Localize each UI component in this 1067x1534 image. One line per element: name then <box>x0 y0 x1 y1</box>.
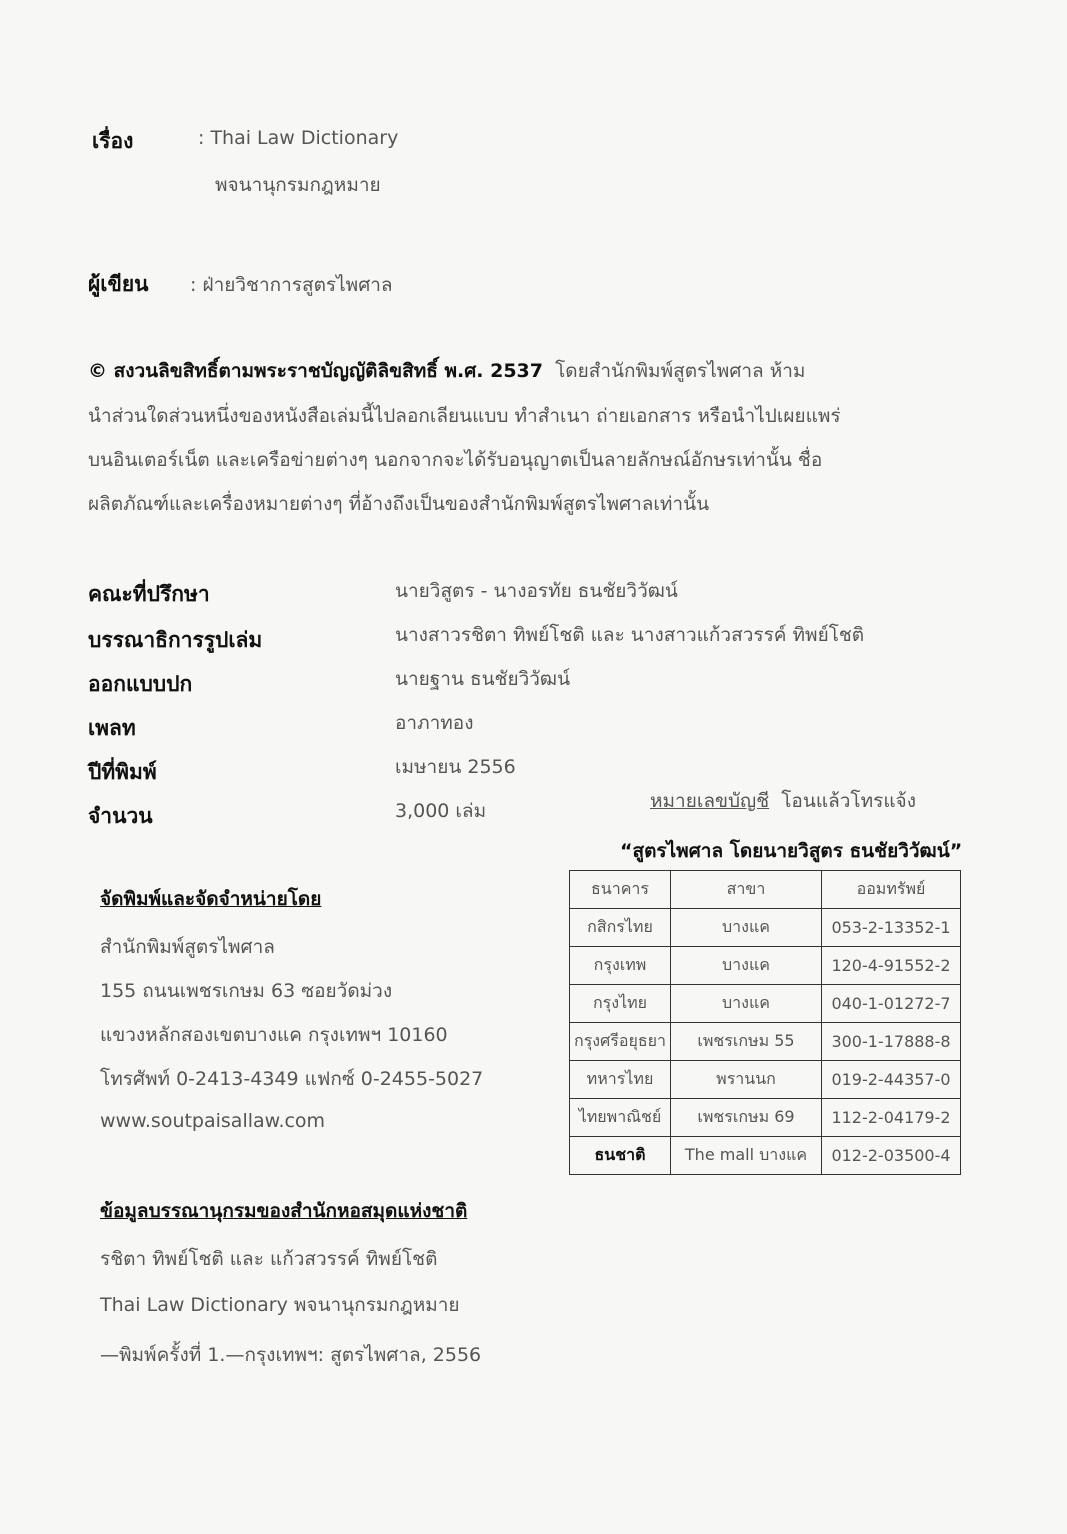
branch: บางแค <box>671 947 822 985</box>
catalog-line: —พิมพ์ครั้งที่ 1.—กรุงเทพฯ: สูตรไพศาล, 2556 <box>100 1344 482 1366</box>
branch: เพชรเกษม 69 <box>671 1099 822 1137</box>
bank: ไทยพาณิชย์ <box>570 1099 671 1137</box>
account-heading <box>650 786 916 816</box>
author-label: ผู้เขียน <box>88 272 149 296</box>
credit-value: เมษายน 2556 <box>395 756 516 778</box>
credit-label: บรรณาธิการรูปเล่ม <box>88 628 263 652</box>
account-number: 120-4-91552-2 <box>822 947 961 985</box>
author-value: : ฝ่ายวิชาการสูตรไพศาล <box>190 274 393 296</box>
branch: บางแค <box>671 985 822 1023</box>
table-row <box>570 1137 961 1175</box>
bank-account-table <box>569 870 961 1175</box>
publisher-line: แขวงหลักสองเขตบางแค กรุงเทพฯ 10160 <box>100 1024 448 1046</box>
credit-value: อาภาทอง <box>395 712 474 734</box>
bank: ธนชาติ <box>570 1137 671 1175</box>
table-header: ออมทรัพย์ <box>822 871 961 909</box>
publisher-line: 155 ถนนเพชรเกษม 63 ซอยวัดม่วง <box>100 980 393 1002</box>
bank: กสิกรไทย <box>570 909 671 947</box>
title-thai: พจนานุกรมกฎหมาย <box>215 174 381 196</box>
publisher-line: โทรศัพท์ 0-2413-4349 แฟกซ์ 0-2455-5027 <box>100 1068 484 1090</box>
table-row <box>570 1099 961 1137</box>
publisher-line: สำนักพิมพ์สูตรไพศาล <box>100 936 275 958</box>
branch: พรานนก <box>671 1061 822 1099</box>
account-number: 112-2-04179-2 <box>822 1099 961 1137</box>
credit-value: นางสาวรชิตา ทิพย์โชติ และ นางสาวแก้วสวรรค์ ทิพย์โชติ <box>395 624 865 646</box>
table-header: สาขา <box>671 871 822 909</box>
account-number: 019-2-44357-0 <box>822 1061 961 1099</box>
account-number: 012-2-03500-4 <box>822 1137 961 1175</box>
account-heading-text: โอนแล้วโทรแจ้ง <box>781 790 916 812</box>
branch: บางแค <box>671 909 822 947</box>
table-row <box>570 909 961 947</box>
bank: กรุงไทย <box>570 985 671 1023</box>
bank: กรุงศรีอยุธยา <box>570 1023 671 1061</box>
credit-label: จำนวน <box>88 804 153 828</box>
table-row <box>570 1023 961 1061</box>
catalog-line: Thai Law Dictionary พจนานุกรมกฎหมาย <box>100 1294 460 1316</box>
catalog-heading: ข้อมูลบรรณานุกรมของสำนักหอสมุดแห่งชาติ <box>100 1200 468 1222</box>
publisher-website: www.soutpaisallaw.com <box>100 1110 326 1132</box>
catalog-line: รชิตา ทิพย์โชติ และ แก้วสวรรค์ ทิพย์โชติ <box>100 1248 438 1270</box>
table-row <box>570 1061 961 1099</box>
account-number: 040-1-01272-7 <box>822 985 961 1023</box>
credit-value: นายฐาน ธนชัยวิวัฒน์ <box>395 668 571 690</box>
branch: เพชรเกษม 55 <box>671 1023 822 1061</box>
title-value: : Thai Law Dictionary <box>198 127 399 149</box>
copyright-line: นำส่วนใดส่วนหนึ่งของหนังสือเล่มนี้ไปลอกเลียนแบบ ทำสำเนา ถ่ายเอกสาร หรือนำไปเผยแพร่ <box>88 405 841 427</box>
title-label: เรื่อง <box>92 129 134 153</box>
credit-label: ปีที่พิมพ์ <box>88 760 157 784</box>
copyright-line: บนอินเตอร์เน็ต และเครือข่ายต่างๆ นอกจากจะได้รับอนุญาตเป็นลายลักษณ์อักษรเท่านั้น ชื่อ <box>88 449 823 471</box>
bank: กรุงเทพ <box>570 947 671 985</box>
credit-label: คณะที่ปรึกษา <box>88 582 210 606</box>
copyright-bold: © สงวนลิขสิทธิ์ตามพระราชบัญญัติลิขสิทธิ์ พ.ศ. 2537 <box>88 360 543 382</box>
copyright-line: โดยสำนักพิมพ์สูตรไพศาล ห้าม <box>555 360 806 382</box>
credit-label: ออกแบบปก <box>88 672 193 696</box>
table-header: ธนาคาร <box>570 871 671 909</box>
table-row <box>570 947 961 985</box>
account-number: 300-1-17888-8 <box>822 1023 961 1061</box>
bank: ทหารไทย <box>570 1061 671 1099</box>
credit-value: นายวิสูตร - นางอรทัย ธนชัยวิวัฒน์ <box>395 580 678 602</box>
branch: The mall บางแค <box>671 1137 822 1175</box>
publisher-heading: จัดพิมพ์และจัดจำหน่ายโดย <box>100 888 322 910</box>
table-header-row <box>570 871 961 909</box>
table-row <box>570 985 961 1023</box>
credit-value: 3,000 เล่ม <box>395 800 487 822</box>
account-number: 053-2-13352-1 <box>822 909 961 947</box>
copyright-line: ผลิตภัณฑ์และเครื่องหมายต่างๆ ที่อ้างถึงเป็นของสำนักพิมพ์สูตรไพศาลเท่านั้น <box>88 493 710 515</box>
account-name: “สูตรไพศาล โดยนายวิสูตร ธนชัยวิวัฒน์” <box>620 840 963 862</box>
credit-label: เพลท <box>88 716 136 740</box>
account-heading-underlined: หมายเลขบัญชี <box>650 790 770 812</box>
